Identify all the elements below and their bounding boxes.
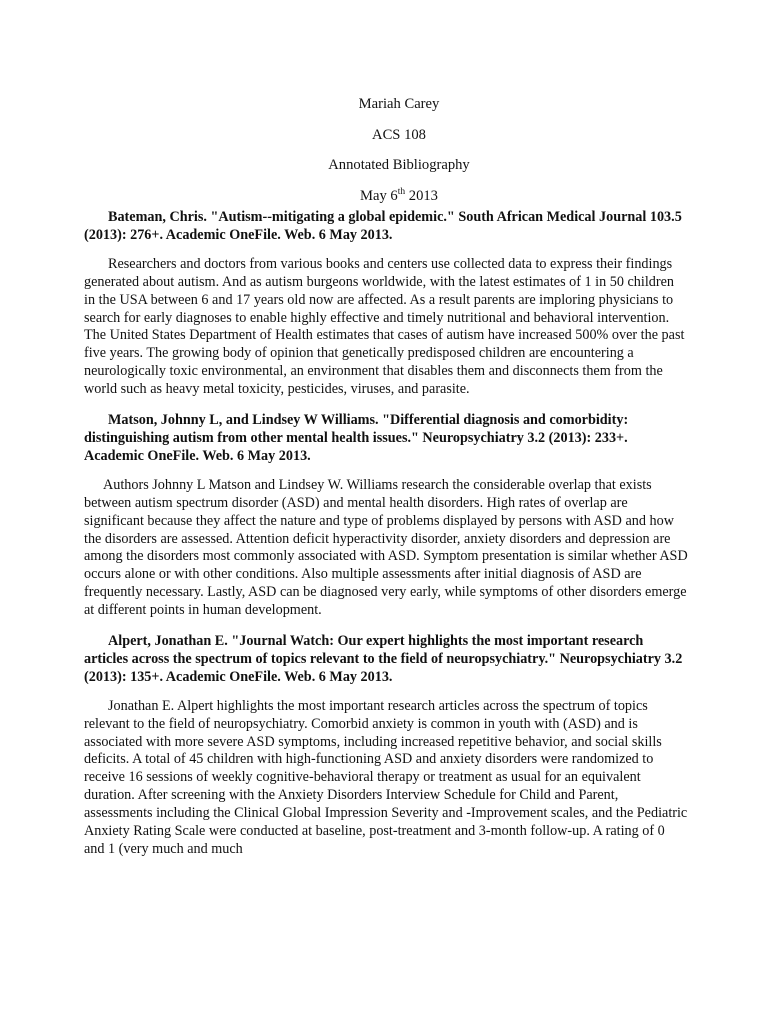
- bibliography-entry: [84, 209, 688, 399]
- date-month-day: May 6: [360, 187, 398, 204]
- entry-annotation: Authors Johnny L Matson and Lindsey W. Williams research the considerable overlap that exists between autism spectrum disorder (ASD) and mental health disorders. High rates of overlap are significant because they affect the nature and type of problems displayed by persons with ASD and how the disorders are assessed. Attention deficit hyperactivity disorder, anxiety disorders and depression are among the disorders most commonly associated with ASD. Symptom presentation is similar whether ASD occurs alone or with other conditions. Also multiple assessments after initial diagnosis of ASD are frequently necessary. Lastly, ASD can be diagnosed very early, while symptoms of other disorders emerge at different points in human development.: [84, 476, 688, 619]
- author-name: Mariah Carey: [358, 96, 440, 112]
- bibliography-entries: [84, 209, 688, 872]
- course-code: ACS 108: [372, 126, 426, 143]
- entry-annotation: Jonathan E. Alpert highlights the most important research articles across the spectrum of topics relevant to the field of neuropsychiatry. Comorbid anxiety is common in youth with (ASD) and is associated with more severe ASD symptoms, including increased repetitive behavior, and social skills deficits. A total of 45 children with high-functioning ASD and anxiety disorders were randomized to receive 16 sessions of weekly cognitive-behavioral therapy or treatment as usual for an equivalent duration. After screening with the Anxiety Disorders Interview Schedule for Child and Parent, assessments including the Clinical Global Impression Severity and -Improvement scales, and the Pediatric Anxiety Rating Scale were conducted at baseline, post-treatment and 3-month follow-up. A rating of 0 and 1 (very much and much: [84, 697, 688, 857]
- document-header: [0, 89, 768, 211]
- entry-citation: Matson, Johnny L, and Lindsey W Williams. "Differential diagnosis and comorbidity: distinguishing autism from other mental health issues." Neuropsychiatry 3.2 (2013): 233+. Academic OneFile. Web. 6 May 2013.: [84, 412, 629, 464]
- entry-annotation: Researchers and doctors from various books and centers use collected data to express their findings generated about autism. And as autism burgeons worldwide, with the latest estimates of 1 in 50 children in the USA between 6 and 17 years old now are affected. As a result parents are imploring physicians to search for early diagnoses to enable highly effective and timely nutritional and behavioral intervention. The United States Department of Health estimates that cases of autism have increased 500% over the past five years. The growing body of opinion that genetically predisposed children are encountering a neurologically toxic environmental, an environment that disables them and disconnects them from the world such as heavy metal toxicity, pesticides, viruses, and parasite.: [84, 255, 685, 398]
- document-date: [0, 181, 768, 212]
- bibliography-entry: [84, 633, 688, 859]
- date-ordinal-suffix: th: [397, 186, 406, 197]
- document-title: Annotated Bibliography: [328, 157, 470, 173]
- bibliography-entry: [84, 412, 688, 620]
- date-year: 2013: [405, 187, 438, 204]
- entry-citation: Alpert, Jonathan E. "Journal Watch: Our expert highlights the most important research articles across the spectrum of topics relevant to the field of neuropsychiatry." Neuropsychiatry 3.2 (2013): 135+. Academic OneFile. Web. 6 May 2013.: [84, 633, 683, 685]
- entry-citation: Bateman, Chris. "Autism--mitigating a global epidemic." South African Medical Journal 103.5 (2013): 276+. Academic OneFile. Web. 6 May 2013.: [84, 209, 682, 243]
